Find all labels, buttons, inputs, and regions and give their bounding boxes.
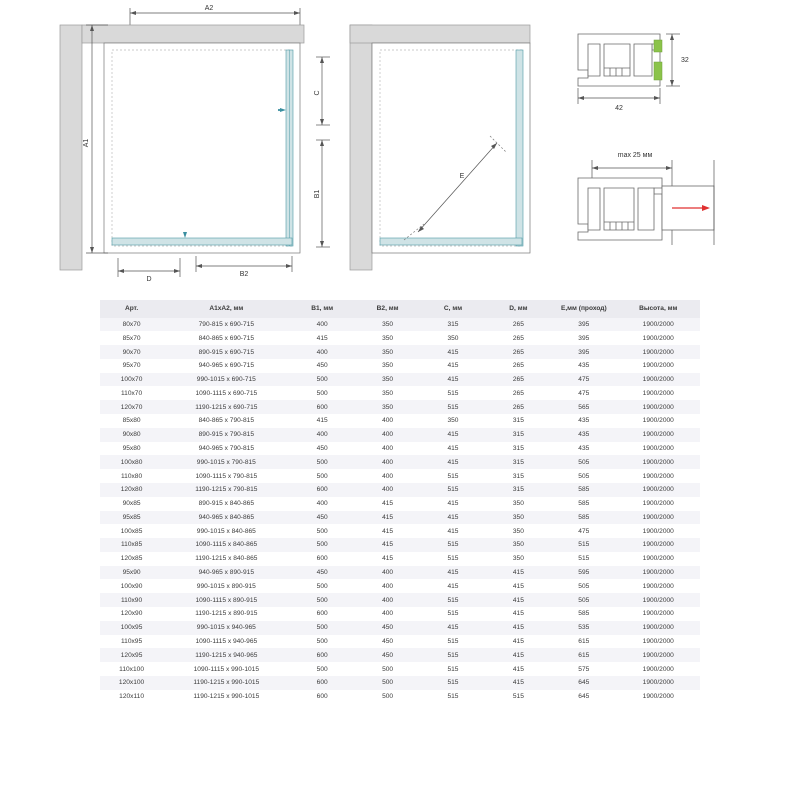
table-cell: 415 [486, 648, 551, 662]
table-cell: 400 [289, 318, 354, 332]
table-cell: 840-865 х 690-715 [163, 331, 289, 345]
table-cell: 500 [289, 455, 354, 469]
table-cell: 475 [551, 386, 616, 400]
table-cell: 1090-1115 х 690-715 [163, 386, 289, 400]
table-cell: 1900/2000 [617, 579, 701, 593]
table-cell: 315 [420, 318, 485, 332]
table-cell: 395 [551, 318, 616, 332]
table-cell: 95x70 [100, 359, 163, 373]
table-cell: 415 [486, 593, 551, 607]
table-cell: 415 [355, 511, 420, 525]
table-cell: 1900/2000 [617, 442, 701, 456]
th-a1a2: А1хА2, мм [163, 300, 289, 318]
table-cell: 415 [355, 497, 420, 511]
table-cell: 400 [355, 455, 420, 469]
table-cell: 95x80 [100, 442, 163, 456]
table-cell: 265 [486, 359, 551, 373]
table-cell: 400 [289, 497, 354, 511]
table-row [100, 511, 700, 525]
table-cell: 585 [551, 483, 616, 497]
table-cell: 515 [420, 635, 485, 649]
table-cell: 110x85 [100, 538, 163, 552]
table-cell: 1900/2000 [617, 386, 701, 400]
table-cell: 415 [420, 621, 485, 635]
svg-text:32: 32 [681, 57, 689, 64]
table-cell: 100x95 [100, 621, 163, 635]
table-cell: 110x70 [100, 386, 163, 400]
table-row [100, 400, 700, 414]
table-cell: 535 [551, 621, 616, 635]
table-cell: 1900/2000 [617, 359, 701, 373]
table-cell: 500 [289, 593, 354, 607]
table-cell: 1900/2000 [617, 607, 701, 621]
table-cell: 1090-1115 х 940-965 [163, 635, 289, 649]
table-cell: 120x85 [100, 552, 163, 566]
table-cell: 1190-1215 х 940-965 [163, 648, 289, 662]
table-cell: 415 [289, 331, 354, 345]
table-cell: 500 [289, 579, 354, 593]
table-row [100, 483, 700, 497]
table-cell: 615 [551, 635, 616, 649]
table-cell: 475 [551, 524, 616, 538]
table-cell: 515 [420, 607, 485, 621]
table-cell: 415 [420, 524, 485, 538]
table-cell: 615 [551, 648, 616, 662]
table-cell: 500 [355, 690, 420, 704]
table-cell: 415 [420, 455, 485, 469]
table-cell: 400 [355, 566, 420, 580]
table-cell: 515 [420, 552, 485, 566]
table-cell: 110x80 [100, 469, 163, 483]
table-cell: 500 [355, 662, 420, 676]
table-row [100, 538, 700, 552]
table-cell: 500 [289, 469, 354, 483]
table-cell: 415 [420, 345, 485, 359]
table-cell: 415 [420, 497, 485, 511]
table-cell: 1900/2000 [617, 538, 701, 552]
table-cell: 515 [420, 538, 485, 552]
table-cell: 415 [289, 414, 354, 428]
table-cell: 1900/2000 [617, 428, 701, 442]
table-cell: 505 [551, 455, 616, 469]
table-cell: 890-915 х 790-815 [163, 428, 289, 442]
table-cell: 415 [420, 359, 485, 373]
table-cell: 350 [355, 331, 420, 345]
table-cell: 1190-1215 х 690-715 [163, 400, 289, 414]
table-cell: 645 [551, 690, 616, 704]
table-cell: 395 [551, 331, 616, 345]
table-row [100, 662, 700, 676]
table-cell: 400 [355, 593, 420, 607]
table-row [100, 552, 700, 566]
table-cell: 315 [486, 442, 551, 456]
table-row [100, 386, 700, 400]
table-cell: 1900/2000 [617, 676, 701, 690]
table-cell: 450 [289, 566, 354, 580]
table-cell: 350 [355, 400, 420, 414]
table-cell: 515 [420, 593, 485, 607]
table-cell: 1900/2000 [617, 497, 701, 511]
th-article: Арт. [100, 300, 163, 318]
table-cell: 1900/2000 [617, 331, 701, 345]
table-cell: 1900/2000 [617, 400, 701, 414]
table-cell: 450 [355, 621, 420, 635]
table-header-row [100, 300, 700, 318]
table-cell: 585 [551, 497, 616, 511]
table-cell: 265 [486, 386, 551, 400]
table-cell: 120x90 [100, 607, 163, 621]
table-cell: 415 [486, 566, 551, 580]
table-cell: 350 [355, 373, 420, 387]
table-cell: 415 [355, 552, 420, 566]
table-cell: 500 [355, 676, 420, 690]
table-cell: 1090-1115 х 990-1015 [163, 662, 289, 676]
table-row [100, 593, 700, 607]
technical-drawing [0, 0, 800, 285]
svg-text:A2: A2 [204, 5, 214, 12]
table-cell: 450 [355, 635, 420, 649]
table-cell: 940-965 х 790-815 [163, 442, 289, 456]
table-cell: 100x70 [100, 373, 163, 387]
table-cell: 435 [551, 428, 616, 442]
table-cell: 600 [289, 648, 354, 662]
table-row [100, 497, 700, 511]
table-row [100, 414, 700, 428]
table-cell: 415 [486, 621, 551, 635]
svg-text:42: 42 [615, 105, 623, 112]
table-cell: 450 [289, 359, 354, 373]
table-row [100, 579, 700, 593]
table-cell: 350 [486, 497, 551, 511]
table-cell: 265 [486, 400, 551, 414]
table-cell: 415 [420, 373, 485, 387]
table-cell: 990-1015 х 840-865 [163, 524, 289, 538]
th-d: D, мм [486, 300, 551, 318]
table-cell: 990-1015 х 940-965 [163, 621, 289, 635]
table-cell: 415 [486, 607, 551, 621]
table-cell: 940-965 х 690-715 [163, 359, 289, 373]
svg-text:E: E [459, 173, 465, 180]
table-cell: 990-1015 х 690-715 [163, 373, 289, 387]
table-cell: 415 [420, 511, 485, 525]
table-cell: 350 [355, 359, 420, 373]
table-cell: 350 [355, 386, 420, 400]
table-cell: 585 [551, 511, 616, 525]
table-cell: 400 [355, 483, 420, 497]
table-cell: 350 [355, 345, 420, 359]
table-cell: 790-815 х 690-715 [163, 318, 289, 332]
table-cell: 415 [355, 524, 420, 538]
table-cell: 315 [486, 428, 551, 442]
table-row [100, 345, 700, 359]
table-cell: 450 [355, 648, 420, 662]
table-cell: 265 [486, 318, 551, 332]
table-cell: 1900/2000 [617, 621, 701, 635]
table-cell: 840-865 х 790-815 [163, 414, 289, 428]
svg-text:C: C [314, 90, 321, 96]
table-cell: 515 [420, 400, 485, 414]
table-cell: 395 [551, 345, 616, 359]
table-cell: 500 [289, 621, 354, 635]
table-cell: 500 [289, 386, 354, 400]
table-cell: 415 [355, 538, 420, 552]
table-cell: 100x90 [100, 579, 163, 593]
table-cell: 1900/2000 [617, 414, 701, 428]
table-cell: 890-915 х 840-865 [163, 497, 289, 511]
table-cell: 350 [486, 552, 551, 566]
table-cell: 90x70 [100, 345, 163, 359]
table-row [100, 566, 700, 580]
th-b2: В2, мм [355, 300, 420, 318]
table-cell: 265 [486, 331, 551, 345]
table-cell: 90x85 [100, 497, 163, 511]
table-cell: 315 [486, 455, 551, 469]
table-row [100, 359, 700, 373]
table-row [100, 318, 700, 332]
table-row [100, 648, 700, 662]
table-cell: 1900/2000 [617, 483, 701, 497]
table-cell: 1900/2000 [617, 318, 701, 332]
table-cell: 400 [289, 345, 354, 359]
table-cell: 600 [289, 552, 354, 566]
th-b1: В1, мм [289, 300, 354, 318]
table-cell: 515 [420, 386, 485, 400]
table-cell: 515 [551, 538, 616, 552]
table-cell: 500 [289, 635, 354, 649]
table-row [100, 607, 700, 621]
table-cell: 415 [420, 579, 485, 593]
table-cell: 1900/2000 [617, 511, 701, 525]
table-cell: 515 [420, 483, 485, 497]
table-cell: 990-1015 х 890-915 [163, 579, 289, 593]
table-cell: 515 [420, 469, 485, 483]
table-cell: 1090-1115 х 840-865 [163, 538, 289, 552]
table-cell: 600 [289, 607, 354, 621]
table-cell: 1190-1215 х 840-865 [163, 552, 289, 566]
table-cell: 645 [551, 676, 616, 690]
svg-text:B1: B1 [314, 189, 321, 199]
table-row [100, 469, 700, 483]
th-e: Е,мм (проход) [551, 300, 616, 318]
table-cell: 350 [420, 414, 485, 428]
table-cell: 505 [551, 469, 616, 483]
table-cell: 400 [289, 428, 354, 442]
table-cell: 80x70 [100, 318, 163, 332]
table-cell: 1900/2000 [617, 690, 701, 704]
table-cell: 1900/2000 [617, 662, 701, 676]
table-cell: 1190-1215 х 990-1015 [163, 690, 289, 704]
table-cell: 500 [289, 538, 354, 552]
th-height: Высота, мм [617, 300, 701, 318]
svg-text:B2: B2 [239, 271, 249, 278]
table-cell: 1900/2000 [617, 648, 701, 662]
table-cell: 1900/2000 [617, 635, 701, 649]
table-cell: 505 [551, 579, 616, 593]
table-cell: 1900/2000 [617, 469, 701, 483]
table-cell: 90x80 [100, 428, 163, 442]
table-cell: 515 [420, 648, 485, 662]
specifications-table [100, 300, 700, 703]
table-cell: 415 [486, 676, 551, 690]
table-cell: 415 [486, 635, 551, 649]
table-row [100, 676, 700, 690]
table-cell: 600 [289, 483, 354, 497]
table-cell: 940-965 х 890-915 [163, 566, 289, 580]
table-cell: 95x85 [100, 511, 163, 525]
table-cell: 400 [355, 469, 420, 483]
table-cell: 110x100 [100, 662, 163, 676]
table-row [100, 621, 700, 635]
table-cell: 1900/2000 [617, 373, 701, 387]
table-cell: 315 [486, 483, 551, 497]
table-cell: 400 [355, 428, 420, 442]
svg-text:max 25 мм: max 25 мм [617, 152, 653, 159]
table-cell: 415 [420, 566, 485, 580]
table-cell: 400 [355, 442, 420, 456]
table-cell: 505 [551, 593, 616, 607]
table-row [100, 442, 700, 456]
table-cell: 110x90 [100, 593, 163, 607]
table-cell: 500 [289, 524, 354, 538]
table-cell: 1900/2000 [617, 524, 701, 538]
table-cell: 85x70 [100, 331, 163, 345]
table-row [100, 690, 700, 704]
table-cell: 100x85 [100, 524, 163, 538]
table-cell: 435 [551, 414, 616, 428]
table-cell: 100x80 [100, 455, 163, 469]
table-cell: 1190-1215 х 790-815 [163, 483, 289, 497]
table-cell: 600 [289, 690, 354, 704]
table-cell: 990-1015 х 790-815 [163, 455, 289, 469]
table-cell: 890-915 х 690-715 [163, 345, 289, 359]
table-cell: 315 [486, 414, 551, 428]
table-cell: 1900/2000 [617, 566, 701, 580]
table-cell: 435 [551, 359, 616, 373]
table-cell: 450 [289, 442, 354, 456]
table-cell: 515 [420, 662, 485, 676]
table-cell: 350 [486, 511, 551, 525]
table-cell: 415 [486, 662, 551, 676]
table-cell: 415 [420, 442, 485, 456]
table-cell: 95x90 [100, 566, 163, 580]
table-row [100, 331, 700, 345]
table-cell: 515 [420, 676, 485, 690]
table-cell: 500 [289, 373, 354, 387]
table-cell: 1900/2000 [617, 552, 701, 566]
table-cell: 400 [355, 579, 420, 593]
table-cell: 400 [355, 414, 420, 428]
table-cell: 565 [551, 400, 616, 414]
table-row [100, 635, 700, 649]
table-cell: 1190-1215 х 990-1015 [163, 676, 289, 690]
table-row [100, 524, 700, 538]
table-cell: 120x70 [100, 400, 163, 414]
table-row [100, 428, 700, 442]
table-cell: 265 [486, 373, 551, 387]
table-cell: 515 [420, 690, 485, 704]
table-cell: 585 [551, 607, 616, 621]
table-cell: 120x110 [100, 690, 163, 704]
table-cell: 515 [551, 552, 616, 566]
table-row [100, 455, 700, 469]
table-cell: 1190-1215 х 890-915 [163, 607, 289, 621]
svg-text:D: D [146, 276, 152, 283]
table-cell: 350 [420, 331, 485, 345]
table-cell: 350 [355, 318, 420, 332]
table-row [100, 373, 700, 387]
table-cell: 1900/2000 [617, 593, 701, 607]
table-cell: 475 [551, 373, 616, 387]
table-cell: 1900/2000 [617, 345, 701, 359]
table-cell: 500 [289, 662, 354, 676]
table-cell: 1900/2000 [617, 455, 701, 469]
table-cell: 600 [289, 676, 354, 690]
th-c: С, мм [420, 300, 485, 318]
table-cell: 120x80 [100, 483, 163, 497]
table-cell: 1090-1115 х 890-915 [163, 593, 289, 607]
table-cell: 575 [551, 662, 616, 676]
table-cell: 940-965 х 840-865 [163, 511, 289, 525]
table-cell: 315 [486, 469, 551, 483]
table-cell: 595 [551, 566, 616, 580]
table-cell: 1090-1115 х 790-815 [163, 469, 289, 483]
table-cell: 515 [486, 690, 551, 704]
table-cell: 350 [486, 524, 551, 538]
table-cell: 120x95 [100, 648, 163, 662]
table-cell: 85x80 [100, 414, 163, 428]
table-cell: 110x95 [100, 635, 163, 649]
table-cell: 120x100 [100, 676, 163, 690]
table-cell: 400 [355, 607, 420, 621]
table-cell: 450 [289, 511, 354, 525]
svg-text:A1: A1 [83, 138, 90, 148]
table-cell: 350 [486, 538, 551, 552]
table-cell: 435 [551, 442, 616, 456]
table-cell: 415 [486, 579, 551, 593]
table-cell: 265 [486, 345, 551, 359]
table-cell: 415 [420, 428, 485, 442]
table-cell: 600 [289, 400, 354, 414]
